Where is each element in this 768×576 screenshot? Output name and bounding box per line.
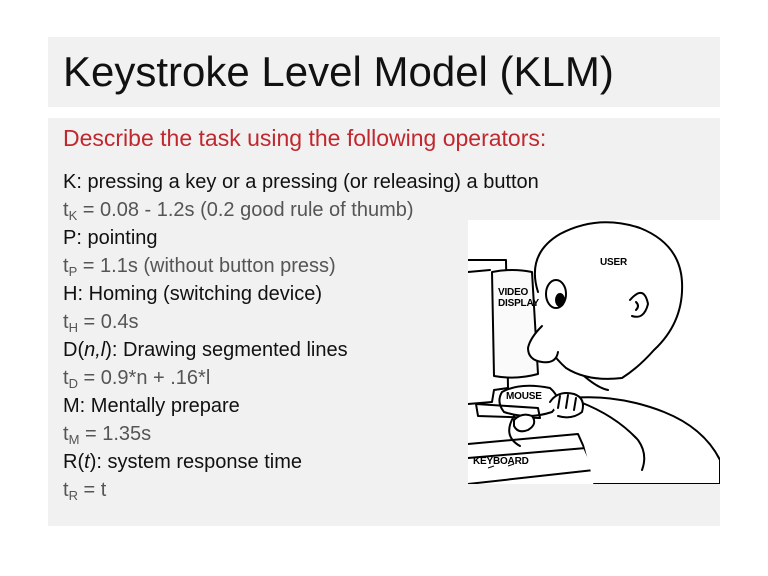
slide-title: Keystroke Level Model (KLM) <box>63 48 614 95</box>
user-computer-illustration <box>468 220 720 484</box>
user-label: USER <box>600 257 627 268</box>
operator-h-formula: $t_H = 0.4s$ <box>63 311 139 335</box>
operator-r-formula: $t_R = t$ <box>63 479 107 503</box>
keyboard-label: KEYBOARD <box>473 456 529 467</box>
operator-k-formula: $t_K = 0.08 - 1.2s$ (0.2 good rule of thumb) <box>63 199 414 223</box>
mouse-label: MOUSE <box>506 391 542 402</box>
operator-p-formula: $t_P = 1.1s$ (without button press) <box>63 255 336 279</box>
operator-m-formula: $t_M = 1.35s$ <box>63 423 152 447</box>
operator-d-formula: $t_D = 0.9*n + .16*l$ <box>63 367 211 391</box>
operator-p-name: P: pointing <box>63 227 158 249</box>
video-display-label: VIDEO DISPLAY <box>498 287 540 309</box>
operator-h-name: H: Homing (switching device) <box>63 283 322 305</box>
slide-subtitle: Describe the task using the following operators: <box>63 125 547 151</box>
operator-d-name: D(n,l): Drawing segmented lines <box>63 339 348 361</box>
operator-r-name: R(t): system response time <box>63 451 302 473</box>
body <box>572 397 720 484</box>
cartoon-drawing <box>468 220 720 484</box>
operator-m-name: M: Mentally prepare <box>63 395 240 417</box>
operator-k-name: K: pressing a key or a pressing (or releasing) a button <box>63 171 539 193</box>
